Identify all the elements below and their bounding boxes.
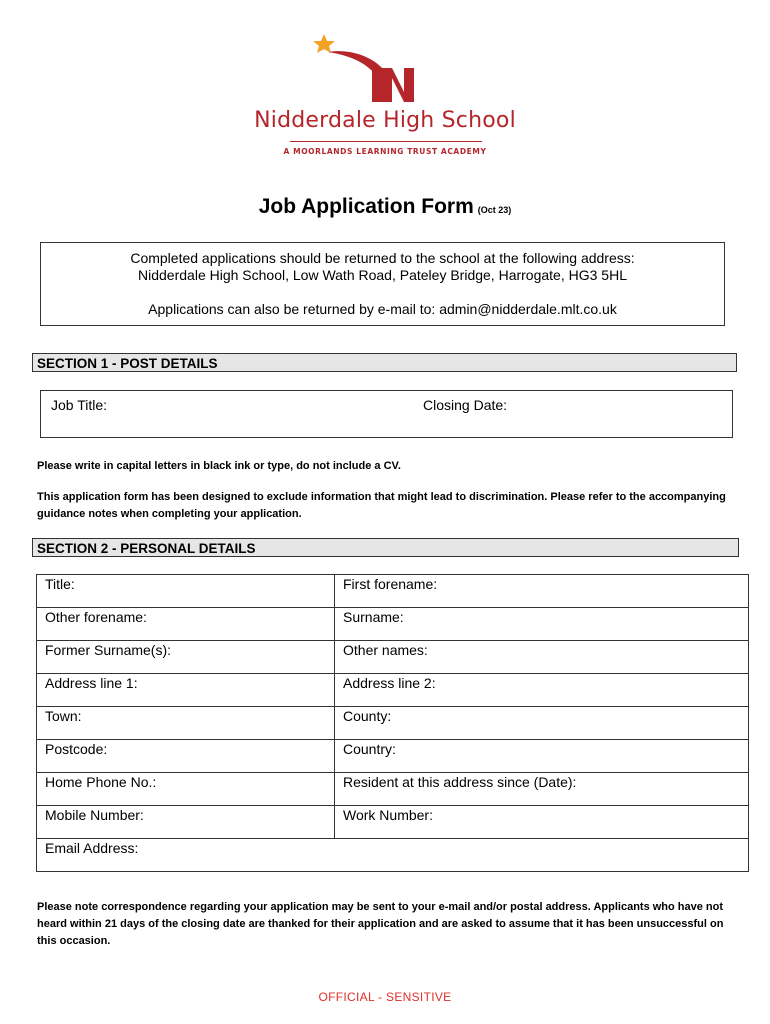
job-title-field[interactable]: Job Title: — [51, 397, 108, 413]
table-row — [37, 674, 749, 707]
email-address-field[interactable]: Email Address: — [37, 839, 749, 872]
classification-footer: OFFICIAL - SENSITIVE — [318, 990, 452, 1004]
school-address: Nidderdale High School, Low Wath Road, Pateley Bridge, Harrogate, HG3 5HL — [138, 267, 627, 283]
title-field[interactable]: Title: — [37, 575, 335, 608]
email-return-text: Applications can also be returned by e-mail to: admin@nidderdale.mlt.co.uk — [148, 301, 617, 317]
address-line-2-field[interactable]: Address line 2: — [335, 674, 749, 707]
table-row — [37, 740, 749, 773]
form-title: Job Application Form — [258, 195, 474, 218]
trust-tagline: A MOORLANDS LEARNING TRUST ACADEMY — [283, 147, 487, 156]
country-field[interactable]: Country: — [335, 740, 749, 773]
section-2-header: SECTION 2 - PERSONAL DETAILS — [32, 538, 739, 557]
table-row — [37, 839, 749, 872]
address-line-1-field[interactable]: Address line 1: — [37, 674, 335, 707]
table-row — [37, 641, 749, 674]
resident-since-field[interactable]: Resident at this address since (Date): — [335, 773, 749, 806]
surname-field[interactable]: Surname: — [335, 608, 749, 641]
discrimination-note: This application form has been designed to exclude information that might lead to discrimination. Please refer to the accompanying guidance notes when completing your application. — [37, 491, 726, 520]
home-phone-field[interactable]: Home Phone No.: — [37, 773, 335, 806]
table-row — [37, 608, 749, 641]
closing-date-field[interactable]: Closing Date: — [423, 397, 508, 413]
table-row — [37, 773, 749, 806]
other-forename-field[interactable]: Other forename: — [37, 608, 335, 641]
page-title — [0, 195, 770, 219]
return-instruction-text: Completed applications should be returned to the school at the following address: — [130, 250, 635, 266]
county-field[interactable]: County: — [335, 707, 749, 740]
logo-emblem-icon — [232, 28, 538, 108]
work-number-field[interactable]: Work Number: — [335, 806, 749, 839]
former-surname-field[interactable]: Former Surname(s): — [37, 641, 335, 674]
mobile-number-field[interactable]: Mobile Number: — [37, 806, 335, 839]
form-version: (Oct 23) — [477, 205, 512, 215]
post-details-box — [40, 390, 733, 438]
table-row — [37, 806, 749, 839]
return-instructions-box — [40, 242, 725, 326]
personal-details-table — [36, 574, 749, 872]
table-row — [37, 575, 749, 608]
correspondence-note: Please note correspondence regarding your application may be sent to your e-mail and/or postal address. Applicants who have not heard within 21 days of the closing date are thanked for their application and are asked to assume that it has been unsuccessful on this occasion. — [37, 901, 724, 947]
logo-divider — [290, 141, 482, 142]
postcode-field[interactable]: Postcode: — [37, 740, 335, 773]
school-name: Nidderdale High School — [254, 108, 516, 133]
first-forename-field[interactable]: First forename: — [335, 575, 749, 608]
other-names-field[interactable]: Other names: — [335, 641, 749, 674]
table-row — [37, 707, 749, 740]
capital-letters-note: Please write in capital letters in black ink or type, do not include a CV. — [37, 460, 401, 472]
section-1-header: SECTION 1 - POST DETAILS — [32, 353, 737, 372]
town-field[interactable]: Town: — [37, 707, 335, 740]
